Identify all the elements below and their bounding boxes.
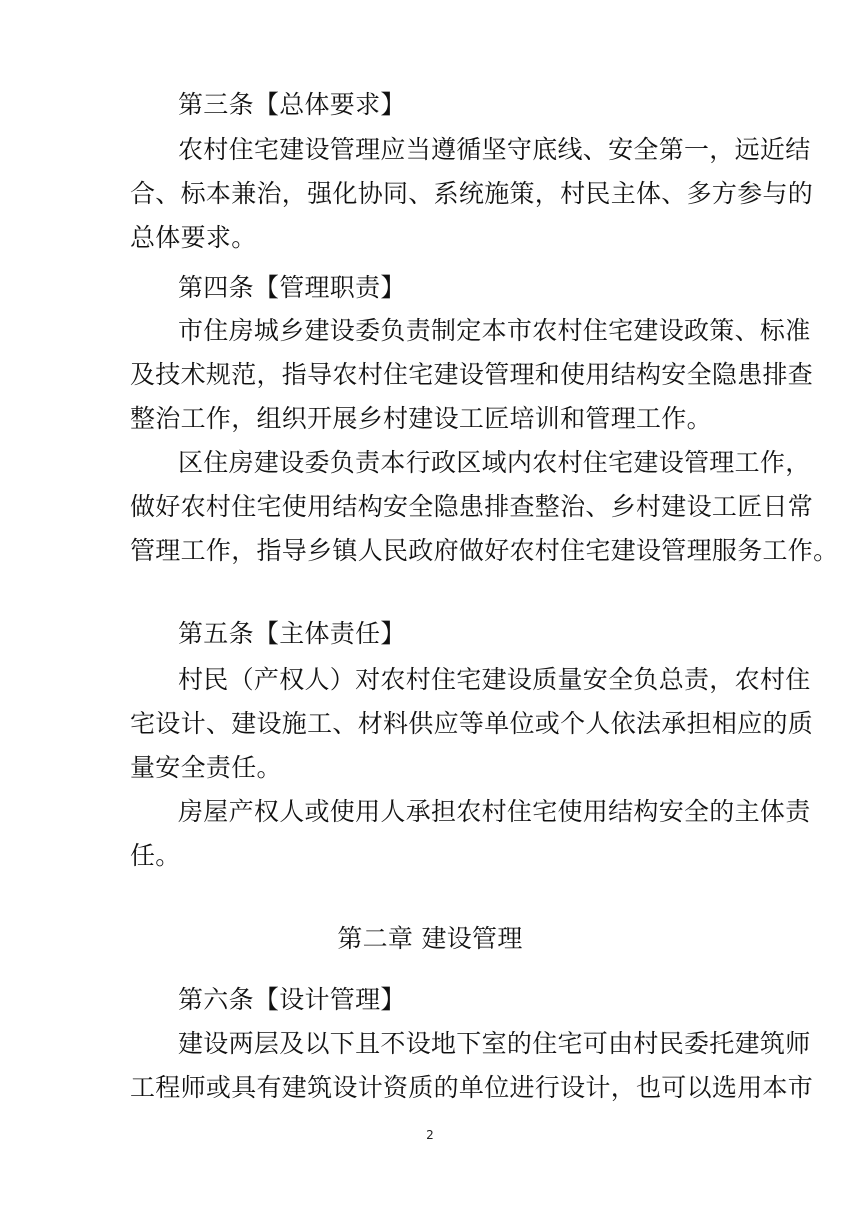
article-6-line-2: 工程师或具有建筑设计资质的单位进行设计，也可以选用本市 [130,1073,814,1102]
article-4-p2-line-1: 区住房建设委负责本行政区域内农村住宅建设管理工作， [178,448,811,477]
chapter-2-title: 第二章 建设管理 [337,924,523,953]
article-6-heading: 第六条【设计管理】 [178,985,406,1014]
article-3-heading: 第三条【总体要求】 [178,90,406,119]
article-4-p1-line-1: 市住房城乡建设委负责制定本市农村住宅建设政策、标准 [178,316,811,345]
article-4-p2-line-3: 管理工作，指导乡镇人民政府做好农村住宅建设管理服务工作。 [130,536,839,565]
article-5-p1-line-3: 量安全责任。 [130,753,282,782]
article-5-p2-line-1: 房屋产权人或使用人承担农村住宅使用结构安全的主体责 [178,797,811,826]
article-6-line-1: 建设两层及以下且不设地下室的住宅可由村民委托建筑师 [178,1029,811,1058]
article-3-line-3: 总体要求。 [130,223,257,252]
article-4-heading: 第四条【管理职责】 [178,273,406,302]
article-5-p1-line-1: 村民（产权人）对农村住宅建设质量安全负总责，农村住 [178,665,811,694]
article-5-heading: 第五条【主体责任】 [178,619,406,648]
article-5-p1-line-2: 宅设计、建设施工、材料供应等单位或个人依法承担相应的质 [130,709,814,738]
article-5-p2-line-2: 任。 [130,841,181,870]
article-4-p1-line-2: 及技术规范，指导农村住宅建设管理和使用结构安全隐患排查 [130,360,814,389]
article-4-p1-line-3: 整治工作，组织开展乡村建设工匠培训和管理工作。 [130,404,712,433]
article-3-line-2: 合、标本兼治，强化协同、系统施策，村民主体、多方参与的 [130,179,814,208]
article-4-p2-line-2: 做好农村住宅使用结构安全隐患排查整治、乡村建设工匠日常 [130,492,814,521]
page-number: 2 [426,1128,434,1142]
article-3-line-1: 农村住宅建设管理应当遵循坚守底线、安全第一，远近结 [178,135,811,164]
